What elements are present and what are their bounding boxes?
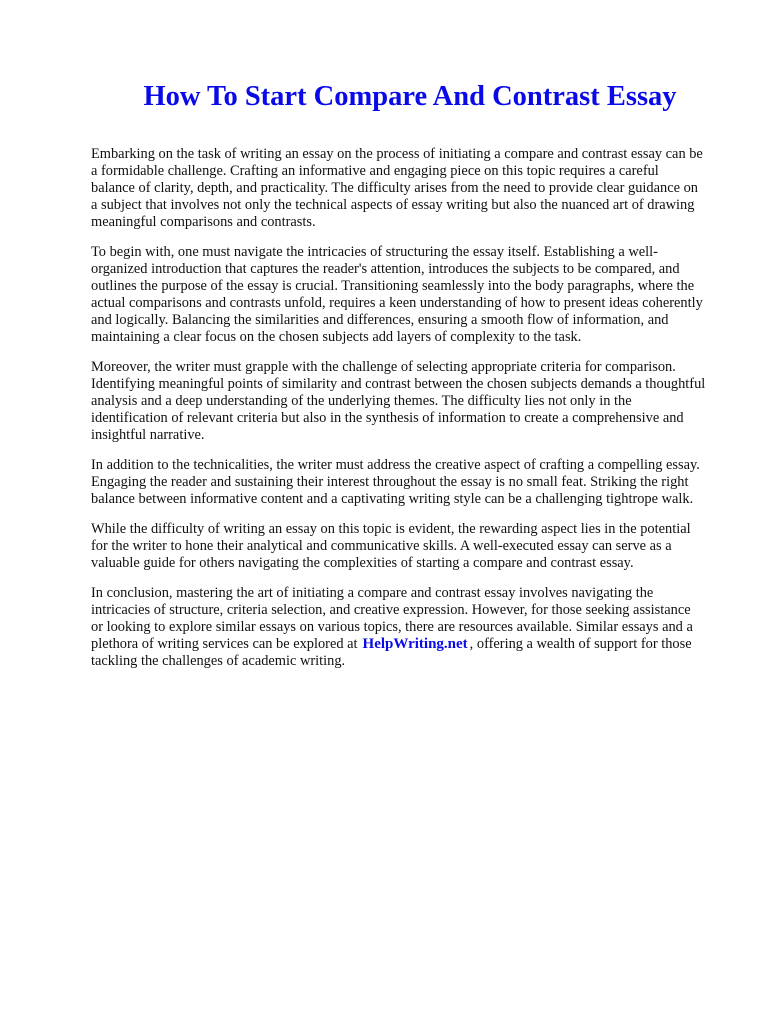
- essay-body: [91, 146, 706, 683]
- paragraph-2: To begin with, one must navigate the intricacies of structuring the essay itself. Establishing a well-organized introduction that captures the reader's attention, introduces the subjects to be compared, and outlines the purpose of the essay is crucial. Transitioning seamlessly into the body paragraphs, where the actual comparisons and contrasts unfold, requires a keen understanding of how to present ideas coherently and logically. Balancing the similarities and differences, ensuring a smooth flow of information, and maintaining a clear focus on the chosen subjects add layers of complexity to the task.: [91, 244, 703, 345]
- conclusion-paragraph: [91, 585, 706, 670]
- conclusion-text: In conclusion, mastering the art of initiating a compare and contrast essay involves navigating the intricacies of structure, criteria selection, and creative expression. However, for those seeking assistance or looking to explore similar essays on various topics, there are resources available. Similar essays and a plethora of writing services can be explored at: [91, 585, 693, 652]
- page-title: How To Start Compare And Contrast Essay: [143, 81, 677, 112]
- paragraph-1: Embarking on the task of writing an essay on the process of initiating a compare and contrast essay can be a formidable challenge. Crafting an informative and engaging piece on this topic requires a careful balance of clarity, depth, and practicality. The difficulty arises from the need to provide clear guidance on a subject that involves not only the technical aspects of essay writing but also the nuanced art of drawing meaningful comparisons and contrasts.: [91, 146, 703, 230]
- conclusion-text-end: , offering a wealth of support for those tackling the challenges of academic writing.: [91, 636, 692, 669]
- paragraph-3: Moreover, the writer must grapple with the challenge of selecting appropriate criteria for comparison. Identifying meaningful points of similarity and contrast between the chosen subjects demands a thoughtful analysis and a deep understanding of the underlying themes. The difficulty lies not only in the identification of relevant criteria but also in the synthesis of information to create a comprehensive and insightful narrative.: [91, 359, 706, 443]
- helpwriting-link[interactable]: HelpWriting.net: [362, 636, 468, 652]
- paragraph-4: In addition to the technicalities, the writer must address the creative aspect of crafting a compelling essay. Engaging the reader and sustaining their interest throughout the essay is no small feat. Striking the right balance between informative content and a captivating writing style can be a challenging tightrope walk.: [91, 457, 700, 507]
- paragraph-5: While the difficulty of writing an essay on this topic is evident, the rewarding aspect lies in the potential for the writer to hone their analytical and communicative skills. A well-executed essay can serve as a valuable guide for others navigating the complexities of starting a compare and contrast essay.: [91, 521, 691, 571]
